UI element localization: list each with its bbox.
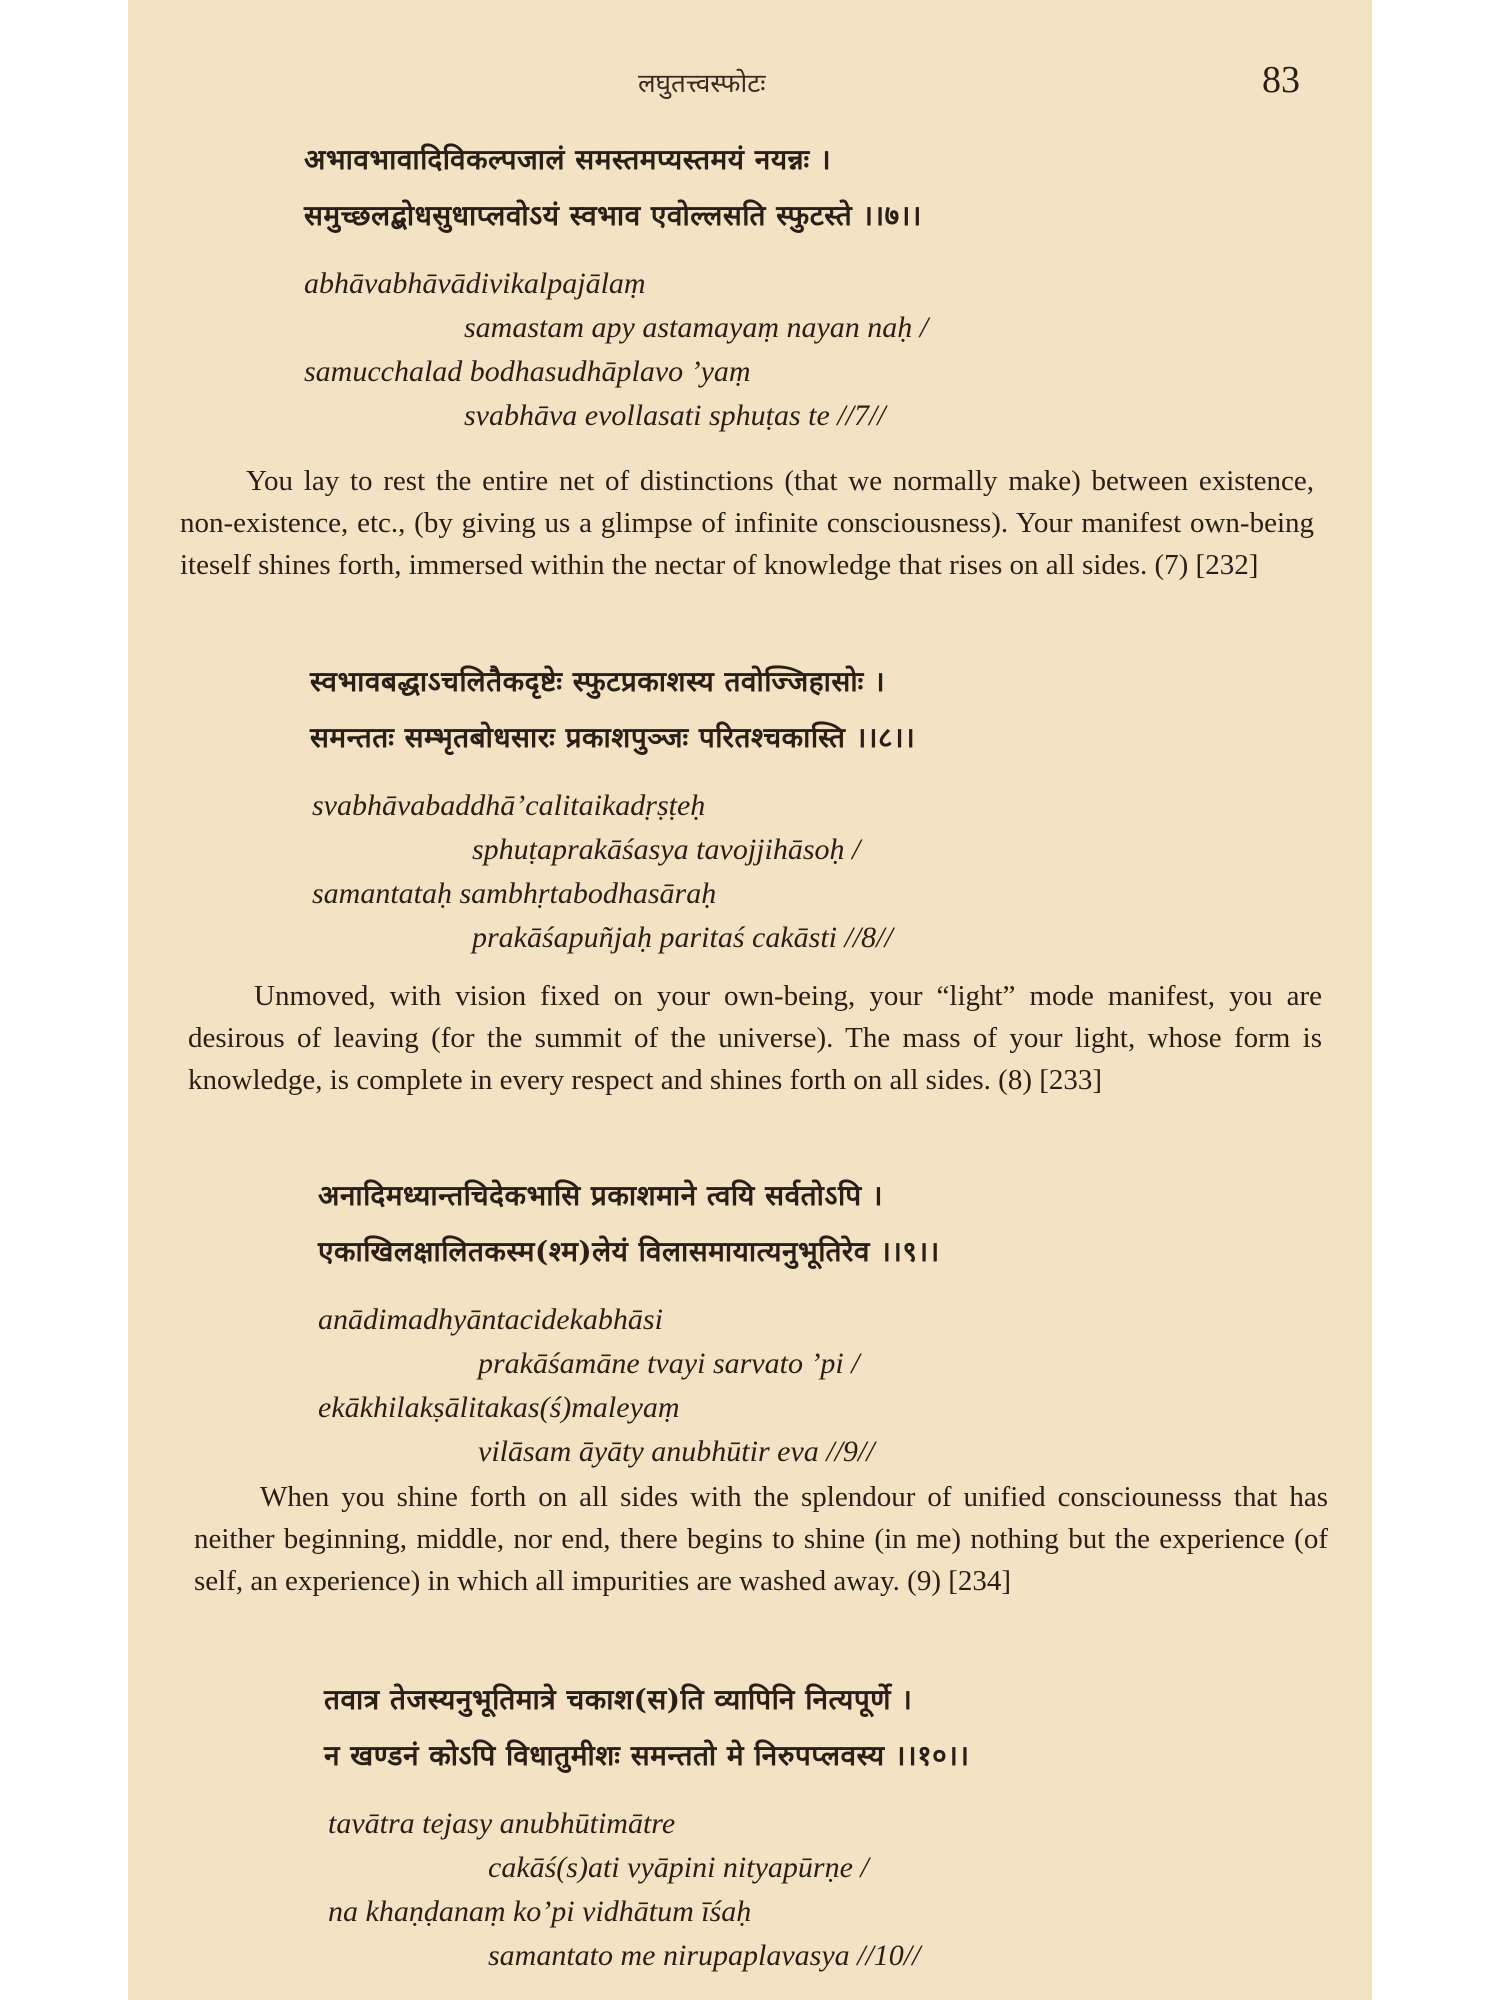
- transliteration-line: prakāśamāne tvayi sarvato ’pi /: [478, 1347, 860, 1380]
- translation-text: When you shine forth on all sides with the splendour of unified consciounesss that has neither beginning, middle, nor end, there begins to shine (in me) nothing but the experience (of self, an experience) in which all impurities are washed away. (9) [234]: [194, 1481, 1328, 1597]
- transliteration-line: prakāśapuñjaḥ paritaś cakāsti //8//: [472, 921, 893, 954]
- sanskrit-line: न खण्डनं कोऽपि विधातुमीशः समन्ततो मे निरुपप्लवस्य ।।१०।।: [324, 1739, 970, 1772]
- sanskrit-line: अनादिमध्यान्तचिदेकभासि प्रकाशमाने त्वयि सर्वतोऽपि ।: [318, 1179, 883, 1212]
- transliteration-line: samastam apy astamayaṃ nayan naḥ /: [464, 311, 929, 344]
- verse-10: [128, 1680, 1372, 1978]
- sanskrit-line: समन्ततः सम्भृतबोधसारः प्रकाशपुञ्जः परितश्चकास्ति ।।८।।: [310, 721, 916, 754]
- verse-7: [128, 140, 1372, 438]
- book-page: [128, 0, 1372, 2000]
- transliteration-line: svabhāva evollasati sphuṭas te //7//: [464, 399, 886, 432]
- translation-paragraph: [194, 1476, 1328, 1602]
- transliteration-line: ekākhilakṣālitakas(ś)maleyaṃ: [318, 1391, 680, 1424]
- transliteration-line: sphuṭaprakāśasya tavojjihāsoḥ /: [472, 833, 861, 866]
- transliteration-line: na khaṇḍanaṃ ko’pi vidhātum īśaḥ: [328, 1895, 752, 1928]
- translation-text: Unmoved, with vision fixed on your own-being, your “light” mode manifest, you are desirous of leaving (for the summit of the universe). The mass of your light, whose form is knowledge, is complete in every respect and shines forth on all sides. (8) [233]: [188, 980, 1322, 1096]
- transliteration-line: abhāvabhāvādivikalpajālaṃ: [304, 267, 646, 300]
- sanskrit-line: स्वभावबद्धाऽचलितैकदृष्टेः स्फुटप्रकाशस्य तवोज्जिहासोः ।: [310, 665, 886, 698]
- verse-8: [128, 662, 1372, 960]
- transliteration-line: anādimadhyāntacidekabhāsi: [318, 1303, 663, 1336]
- running-title: लघुतत्त्वस्फोटः: [638, 69, 766, 99]
- page-number: 83: [1262, 59, 1300, 101]
- transliteration-line: vilāsam āyāty anubhūtir eva //9//: [478, 1435, 875, 1468]
- translation-paragraph: [180, 460, 1314, 586]
- transliteration-line: tavātra tejasy anubhūtimātre: [328, 1807, 676, 1840]
- translation-text: You lay to rest the entire net of distinctions (that we normally make) between existence, non-existence, etc., (by giving us a glimpse of infinite consciousness). Your manifest own-being iteself shines forth, immersed within the nectar of knowledge that rises on all sides. (7) [232]: [180, 465, 1314, 581]
- transliteration-line: samantato me nirupaplavasya //10//: [488, 1939, 921, 1972]
- transliteration-line: svabhāvabaddhā’calitaikadṛṣṭeḥ: [312, 789, 706, 822]
- sanskrit-line: अभावभावादिविकल्पजालं समस्तमप्यस्तमयं नयन्नः ।: [304, 143, 832, 176]
- transliteration-line: samantataḥ sambhṛtabodhasāraḥ: [312, 877, 717, 910]
- verse-9: [128, 1176, 1372, 1474]
- transliteration-line: samucchalad bodhasudhāplavo ’yaṃ: [304, 355, 751, 388]
- sanskrit-line: समुच्छलद्बोधसुधाप्लवोऽयं स्वभाव एवोल्लसति स्फुटस्ते ।।७।।: [304, 199, 922, 232]
- transliteration-line: cakāś(s)ati vyāpini nityapūrṇe /: [488, 1851, 869, 1884]
- sanskrit-line: एकाखिलक्षालितकस्म(श्म)लेयं विलासमायात्यनुभूतिरेव ।।९।।: [318, 1235, 940, 1268]
- translation-paragraph: [188, 975, 1322, 1101]
- sanskrit-line: तवात्र तेजस्यनुभूतिमात्रे चकाश(स)ति व्यापिनि नित्यपूर्णे ।: [324, 1683, 913, 1716]
